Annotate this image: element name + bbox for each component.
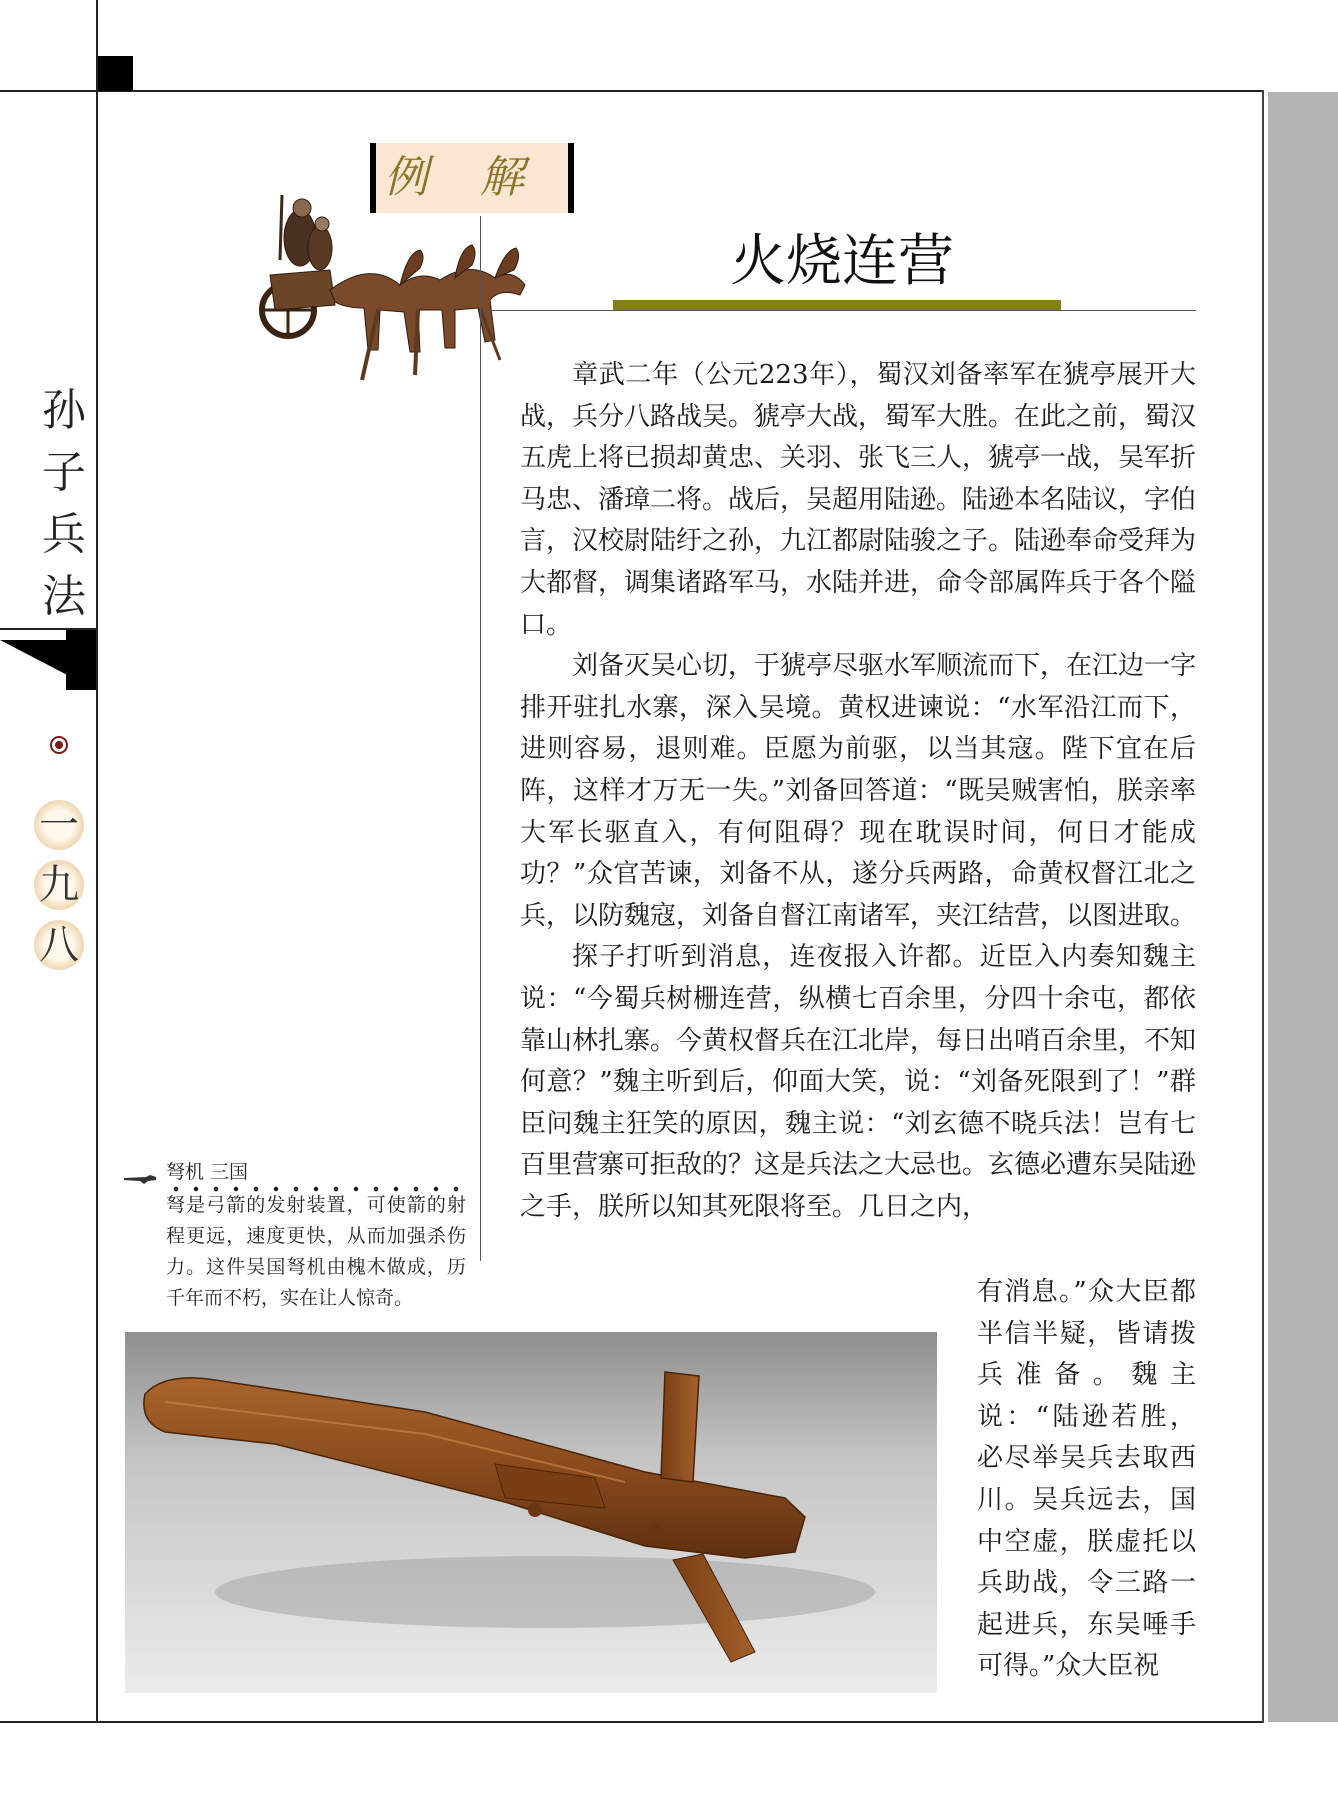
book-title-char: 子	[42, 447, 86, 498]
article-paragraph: 探子打听到消息，连夜报入许都。近臣入内奏知魏主说：“今蜀兵树栅连营，纵横七百余里，分四十余屯，都依靠山林扎寨。今黄权督兵在江北岸，每日出哨百余里，不知何意？”魏主听到后，仰面大笑，说：“刘备死限到了！”群臣问魏主狂笑的原因，魏主说：“刘玄德不晓兵法！岂有七百里营寨可拒敌的？这是兵法之大忌也。玄德必遭东吴陆逊之手，朕所以知其死限将至。几日之内，	[520, 942, 1197, 1222]
caption-text: 弩是弓箭的发射装置，可使箭的射程更远，速度更快，从而加强杀伤力。这件吴国弩机由槐木做成，历千年而不朽，实在让人惊奇。	[166, 1194, 466, 1309]
article-paragraph-tail: 有消息。”众大臣都半信半疑，皆请拨兵准备。魏主说：“陆逊若胜，必尽举吴兵去取西川。吴兵远去，国中空虚，朕虚托以兵助战，令三路一起进兵，东吴唾手可得。”众大臣祝	[977, 1277, 1196, 1682]
book-title-char: 法	[42, 571, 86, 622]
page-number-char: 九	[34, 860, 84, 910]
right-edge-rule	[1262, 90, 1264, 1723]
book-title-vertical	[36, 380, 92, 628]
top-rule	[0, 90, 1262, 92]
crossbow-photo	[125, 1332, 937, 1693]
page-number-char: 八	[34, 920, 84, 970]
sidebar-wedge-triangle	[0, 640, 96, 690]
caption-title: 弩机 三国	[166, 1161, 249, 1183]
title-underline-bar	[613, 300, 1061, 310]
left-margin-rule	[96, 0, 98, 1723]
crossbow-drawing	[125, 1332, 937, 1693]
right-gray-bar	[1268, 92, 1338, 1722]
book-title-char: 孙	[42, 385, 86, 436]
column-rule	[480, 216, 481, 1261]
page-number-char: 一	[34, 800, 84, 850]
article-paragraph: 刘备灭吴心切，于猇亭尽驱水军顺流而下，在江边一字排开驻扎水寨，深入吴境。黄权进谏说：“水军沿江而下，进则容易，退则难。臣愿为前驱，以当其寇。陛下宜在后阵，这样才万无一失。”刘备回答道：“既吴贼害怕，朕亲率大军长驱直入，有何阻碍？现在耽误时间，何日才能成功？”众官苦谏，刘备不从，遂分兵两路，命黄权督江北之兵，以防魏寇，刘备自督江南诸军，夹江结营，以图进取。	[520, 651, 1197, 931]
page-number-vertical	[34, 800, 86, 980]
article-paragraph: 章武二年（公元223年），蜀汉刘备率军在猇亭展开大战，兵分八路战吴。猇亭大战，蜀军大胜。在此之前，蜀汉五虎上将已损却黄忠、关羽、张飞三人，猇亭一战，吴军折马忠、潘璋二将。战后，吴超用陆逊。陆逊本名陆议，字伯言，汉校尉陆纡之孙，九江都尉陆骏之子。陆逊奉命受拜为大都督，调集诸路军马，水陆并进，命令部属阵兵于各个隘口。	[520, 360, 1197, 640]
article-title: 火烧连营	[730, 229, 954, 294]
book-title-char: 兵	[42, 509, 86, 560]
section-label: 例解	[384, 152, 576, 203]
corner-block	[97, 56, 133, 91]
article-continuation	[977, 1272, 1196, 1688]
target-bullet-dot	[55, 741, 63, 749]
chariot-horses-image	[250, 190, 530, 405]
article-body	[520, 355, 1196, 1228]
bottom-rule	[0, 1721, 1262, 1723]
crossbow-mini-icon	[124, 1172, 158, 1186]
title-rule	[480, 310, 1196, 311]
